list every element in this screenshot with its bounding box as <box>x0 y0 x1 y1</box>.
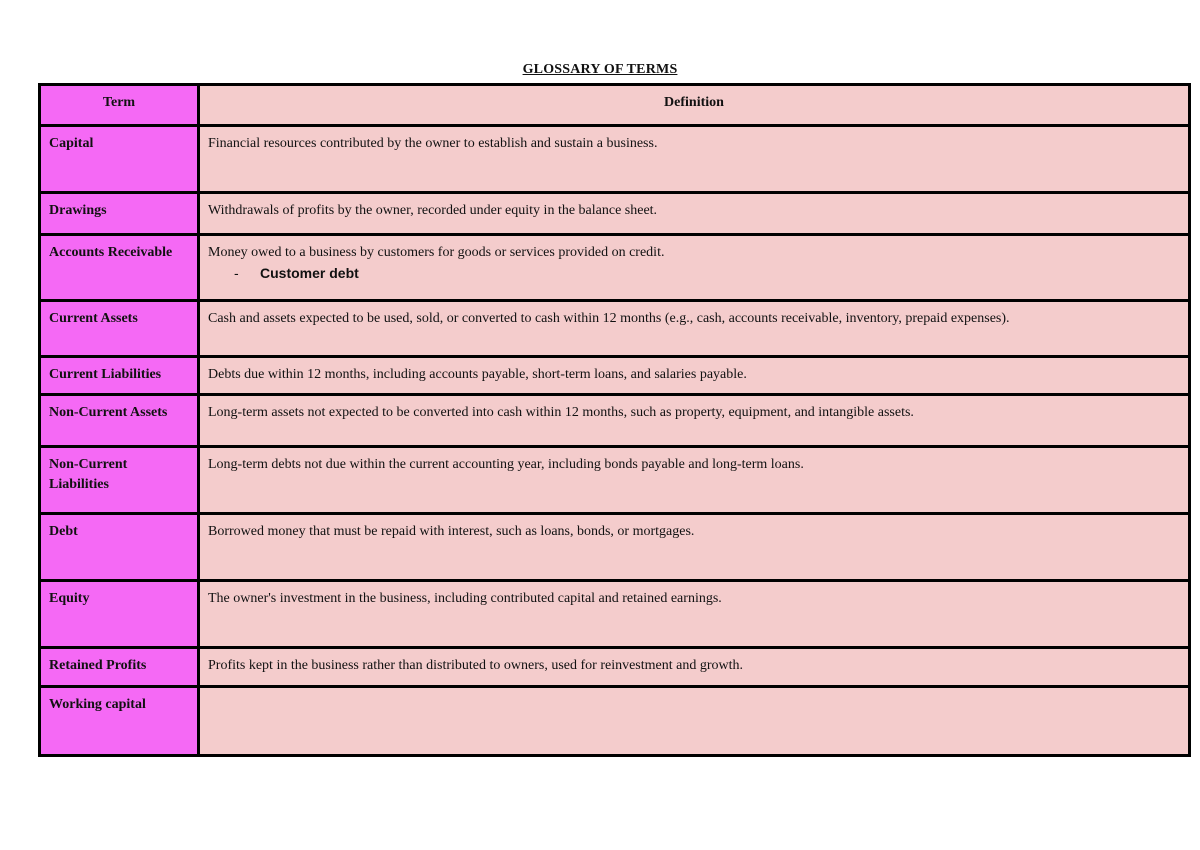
table-row <box>40 514 1190 581</box>
list-dash-marker: - <box>234 265 239 281</box>
term-cell: Accounts Receivable <box>40 235 199 301</box>
definition-cell: The owner's investment in the business, including contributed capital and retained earnings. <box>199 581 1190 648</box>
definition-sub-list <box>208 263 1180 283</box>
definition-cell: Cash and assets expected to be used, sold, or converted to cash within 12 months (e.g., cash, accounts receivable, inventory, prepaid expenses). <box>199 301 1190 357</box>
table-row <box>40 193 1190 235</box>
definition-cell: Withdrawals of profits by the owner, recorded under equity in the balance sheet. <box>199 193 1190 235</box>
table-row <box>40 581 1190 648</box>
term-cell: Current Assets <box>40 301 199 357</box>
table-row <box>40 235 1190 301</box>
term-cell: Non-Current Liabilities <box>40 447 199 514</box>
table-row <box>40 447 1190 514</box>
term-cell: Working capital <box>40 687 199 756</box>
term-cell: Capital <box>40 126 199 193</box>
table-row <box>40 395 1190 447</box>
table-row <box>40 648 1190 687</box>
term-cell: Debt <box>40 514 199 581</box>
definition-cell: Debts due within 12 months, including accounts payable, short-term loans, and salaries payable. <box>199 357 1190 395</box>
list-item <box>234 263 1180 283</box>
term-cell: Equity <box>40 581 199 648</box>
table-row <box>40 301 1190 357</box>
definition-cell <box>199 687 1190 756</box>
term-cell: Drawings <box>40 193 199 235</box>
glossary-table <box>38 83 1191 757</box>
definition-cell: Long-term assets not expected to be converted into cash within 12 months, such as property, equipment, and intangible assets. <box>199 395 1190 447</box>
table-row <box>40 687 1190 756</box>
definition-cell: Borrowed money that must be repaid with interest, such as loans, bonds, or mortgages. <box>199 514 1190 581</box>
term-cell: Non-Current Assets <box>40 395 199 447</box>
term-cell: Retained Profits <box>40 648 199 687</box>
table-row <box>40 126 1190 193</box>
term-column-header: Term <box>40 85 199 126</box>
page-title: GLOSSARY OF TERMS <box>522 62 678 77</box>
definition-column-header: Definition <box>199 85 1190 126</box>
definition-cell <box>199 235 1190 301</box>
table-row <box>40 357 1190 395</box>
definition-cell: Profits kept in the business rather than distributed to owners, used for reinvestment and growth. <box>199 648 1190 687</box>
definition-cell: Long-term debts not due within the current accounting year, including bonds payable and long-term loans. <box>199 447 1190 514</box>
definition-cell: Financial resources contributed by the owner to establish and sustain a business. <box>199 126 1190 193</box>
term-cell: Current Liabilities <box>40 357 199 395</box>
table-header-row <box>40 85 1190 126</box>
definition-text: Money owed to a business by customers for goods or services provided on credit. <box>208 245 665 260</box>
list-item-text: Customer debt <box>260 265 359 281</box>
